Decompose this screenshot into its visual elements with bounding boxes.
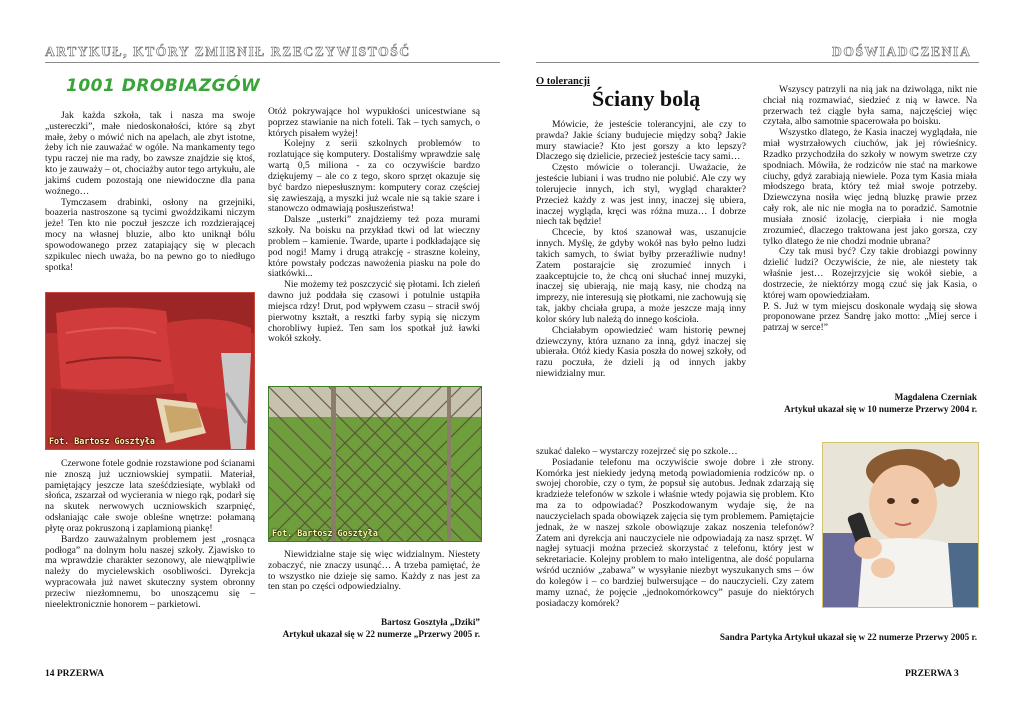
paragraph: Bardzo zauważalnym problemem jest „rosnąca podłoga” na dolnym holu naszej szkoły. Zjawisko to ma wprawdzie charakter sezonowy, ale niewątpliwie należy do mycielewskich osobliwości. Dyrekcja wypracowała już nawet skuteczny system obronny przeciw niezłomnemu, bo unoszącemu się – nieelektronicznie honorem – parkietowi.	[45, 533, 255, 610]
paragraph: Posiadanie telefonu ma oczywiście swoje dobre i złe strony. Komórka jest niekiedy jedyną metodą powiadomienia rodziców np. o swojej chorobie, czy o tym, że popsuł się autobus. Jednak zdarzają się kradzieże telefonów w szkole i właśnie wtedy pojawia się problem. Kto ma za to odpowiadać? Poszkodowanym wydaje się, że na nauczycielach spada obowiązek zajęcia się tym problemem. Pamiętajcie jednak, że w naszej szkole obowiązuje zakaz noszenia telefonów? Zatem ani dyrekcja ani nauczyciele nie odpowiadają za nasz sprzęt. W nagłej sytuacji można przecież skorzystać z telefonu, który jest w sekretariacie. Kolejny problem to mało inteligentna, ale dość popularna wśród uczniów „zabawa” w wysyłanie niezbyt wyszukanych sms – ów do kolegów i – co bardziej bulwersujące – do nauczycieli. Czy zatem mamy uznać, że pojęcie „jednokomórkowcy” pasuje do niektórych posiadaczy komórek?	[536, 456, 814, 609]
left-running-header: ARTYKUŁ, KTÓRY ZMIENIŁ RZECZYWISTOŚĆ	[45, 44, 411, 59]
phone-article-signature: Sandra Partyka Artykuł ukazał się w 22 numerze Przerwy 2005 r.	[719, 632, 977, 642]
article-signature: Bartosz Gosztyła „Dziki”	[380, 617, 480, 627]
fence-photo	[268, 386, 482, 542]
article-publication-note: Artykuł ukazał się w 22 numerze „Przerwy 2005 r.	[282, 629, 480, 639]
paragraph: Często mówicie o tolerancji. Uważacie, że jesteście lubiani i was trudno nie polubić. Ale czy wy tolerujecie innych, ich styl, wygląd charakter? Przecież każdy z was jest inny, inaczej się ubiera, inaczej wygląda, kręci was różna muza… I dobrze niech tak będzie!	[536, 162, 746, 228]
article-title-drobiazgi: 1001 DROBIAZGÓW	[66, 76, 261, 96]
column-2-bottom	[268, 550, 480, 593]
right-header-rule	[536, 62, 979, 63]
paragraph: Tymczasem drabinki, osłony na grzejniki, boazeria nastroszone są tycimi gwoździkami niczym jeże! Ten kto nie poczuł jeszcze ich rozdzierającej mocy na własnej bluzie, albo kto uniknął bólu spowodowanego przez zatapiający się w plecach szpikulec niech uważa, bo na pewno go to niedługo spotka!	[45, 196, 255, 273]
column-3	[536, 120, 746, 380]
paragraph: Mówicie, że jesteście tolerancyjni, ale czy to prawda? Jakie ściany budujecie między sobą? Jakie mury stawiacie? Kto jest gorszy a kto lepszy? Dlaczego się dzielicie, przecież jesteście tacy sami…	[536, 119, 746, 163]
photo-caption: Fot. Bartosz Gosztyła	[49, 436, 155, 446]
chair-image	[46, 293, 254, 449]
child-phone-photo	[822, 442, 979, 608]
photo-caption: Fot. Bartosz Gosztyła	[272, 528, 378, 538]
paragraph: Nie możemy też poszczycić się płotami. Ich zieleń dawno już poddała się czasowi i potulnie ustąpiła miejsca rdzy! Drut, pod wpływem czasu – stracił swój pierwotny kształt, a resztki farby sypią się niczym chorobliwy łupież. Ten sam los spotkał już ławki wokół szkoły.	[268, 279, 480, 345]
right-running-header: DOŚWIADCZENIA	[832, 44, 972, 59]
paragraph: Czy tak musi być? Czy takie drobiazgi powinny dzielić ludzi? Oczywiście, że nie, ale niestety tak właśnie jest… Rozejrzyjcie się wokół siebie, a dostrzecie, że niektórzy mogą czuć się jak Kasia, o której wam opowiedziałam.	[763, 246, 977, 301]
paragraph: Otóż pokrywające hol wypukłości unicestwiane są poprzez stawianie na nich foteli. Tak – tych samych, o których pisałem wyżej!	[268, 106, 480, 139]
paragraph: szukać daleko – wystarczy rozejrzeć się po szkole…	[536, 446, 738, 457]
paragraph: Wszyscy patrzyli na nią jak na dziwoląga, nikt nie chciał nią rozmawiać, siedzieć z nią w ławce. Na przerwach też ciągle była sama, najczęściej więc czytała, albo samotnie spacerowała po boisku.	[763, 84, 977, 128]
paragraph: Dalsze „usterki” znajdziemy też poza murami szkoły. Na boisku na przykład tkwi od lat wieczny problem – kamienie. Twarde, uparte i podkładające się pod nogi! Mamy i drugą atrakcję - straszne koleiny, które powstały podczas nawożenia piasku na pole do siatkówki...	[268, 214, 480, 280]
paragraph: Jak każda szkoła, tak i nasza ma swoje „ustereczki”, małe niedoskonałości, które są zbyt małe, żeby o mówić nich na apelach, ale zbyt istotne, żeby ich nie zauważać w ogóle. Na mankamenty tego typu raczej nie ma rady, bo zawsze znajdzie się ktoś, kto je zauważy – ot, chociażby autor tego artykułu, ale jakimś cudem pozostają one niewidoczne dla pana woźnego…	[45, 110, 255, 197]
fence-image	[269, 387, 481, 541]
column-2-top	[268, 107, 480, 345]
article-title-sciany: Ściany bolą	[592, 86, 701, 111]
page-number-left: 14 PRZERWA	[45, 669, 105, 679]
paragraph: Wszystko dlatego, że Kasia inaczej wyglądała, nie miał wystrzałowych ciuchów, jak jej rówieśnicy. Rzadko przychodziła do szkoły w nowym swetrze czy spodniach. Mówiła, że rodziców nie stać na markowe ciuchy, gdyż zarabiają niewiele. Poza tym Kasia miała młodszego brata, który też miał swoje potrzeby. Dziewczyna nosiła więc jedną bluzkę prawie przez cały rok, ale nic nie mogła na to poradzić. Samotnie musiała znosić izolację, cierpiała i nie mogła zrozumieć, dlaczego traktowana jest jako gorsza, czy tylko dlatego że nie chodzi modnie ubrana?	[763, 127, 977, 247]
page-number-right: PRZERWA 3	[905, 669, 959, 679]
paragraph: Niewidzialne staje się więc widzialnym. Niestety zobaczyć, nie znaczy usunąć… A trzeba pamiętać, że to wszystko nie dzieje się samo. Każdy z nas jest za ten stan po części odpowiedzialny.	[268, 549, 480, 593]
article-publication-note: Artykuł ukazał się w 10 numerze Przerwy 2004 r.	[784, 404, 977, 414]
paragraph: Kolejny z serii szkolnych problemów to rozlatujące się komputery. Dostaliśmy wprawdzie salę wartą 0,5 miliona - za co oczywiście bardzo dziękujemy – ale co z tego, skoro sprzęt okazuje się być bardzo niepesłusznym: komputery coraz częściej się zawieszają, a myszki już wcale nie są takie szare i stanowczo odmawiają posłuszeństwa!	[268, 138, 480, 215]
column-1-bottom	[45, 459, 255, 611]
article-signature: Magdalena Czerniak	[894, 392, 977, 402]
child-image	[823, 443, 978, 607]
chair-photo	[45, 292, 255, 450]
phone-article-text	[536, 447, 814, 609]
paragraph: Chcecie, by ktoś szanował was, uszanujcie innych. Myślę, że gdyby wokół nas było pełno ludzi takich samych, to świat byłby przeraźliwie nudny! Zatem postarajcie się zrozumieć innych i zaakceptujcie to, że chcą oni słuchać innej muzyki, inaczej się ubierają, nie mają kasy, nie chodzą na imprezy, nie interesują się płotkami, nie zachowują się tak, jakby chciała grupa, a może jeszcze mają inny kolor skóry lub należą do innego kościoła.	[536, 227, 746, 325]
article-kicker: O tolerancji	[536, 76, 590, 87]
column-1-top	[45, 111, 255, 273]
paragraph: P. S. Już w tym miejscu doskonale wydają się słowa proponowane przez Sandrę jako motto: „Miej serce i patrzaj w serce!”	[763, 300, 977, 334]
paragraph: Czerwone fotele godnie rozstawione pod ścianami nie znoszą już uczniowskiej sympatii. Materiał, pamiętający jeszcze lata sześćdziesiąte, wyblakł od słońca, zszarzał od wycierania w niego rąk, podarł się na skutek nerwowych uczniowskich szarpnięć, odsłaniając całe swoje obleśne wnętrze: połamaną płytę oraz pokruszoną i zaplamioną piankę!	[45, 458, 255, 534]
paragraph: Chciałabym opowiedzieć wam historię pewnej dziewczyny, która uznano za inną, gdyż inaczej się ubierała. Otóż kiedy Kasia poszła do nowej szkoły, od razu poczuła, że dzieli ją od innych jakby niewidzialny mur.	[536, 324, 746, 380]
left-header-rule	[45, 62, 500, 63]
column-4	[763, 85, 977, 334]
